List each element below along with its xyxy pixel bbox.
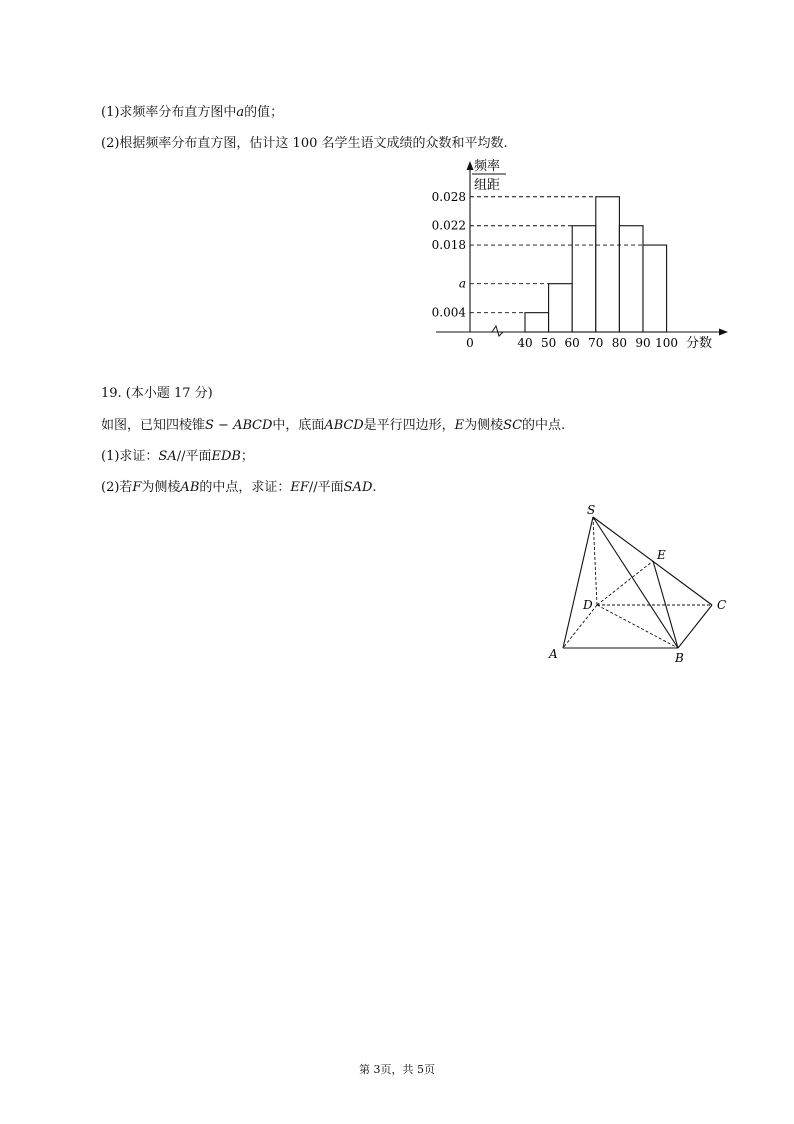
pyramid-figure — [545, 500, 735, 670]
edge-DE — [597, 561, 653, 605]
edge-SD — [593, 517, 597, 605]
histogram-bar — [643, 245, 667, 332]
edge-SB — [593, 517, 678, 648]
histogram-bar — [572, 226, 596, 332]
problem19-part1: (1)求证：𝑆𝐴//平面𝐸𝐷𝐵； — [101, 449, 254, 464]
histogram-bar — [549, 284, 573, 332]
problem19-stem: 如图，已知四棱锥𝑆 − 𝐴𝐵𝐶𝐷中，底面𝐴𝐵𝐶𝐷是平行四边形，𝐸为侧棱𝑆𝐶的中点. — [101, 418, 566, 433]
ylabel-top: 频率 — [474, 159, 501, 174]
x-axis-arrow — [719, 329, 728, 336]
label-S: S — [587, 503, 596, 517]
y-tick-label: 0.018 — [431, 238, 466, 253]
origin-label: 0 — [466, 336, 474, 350]
histogram-bar — [596, 197, 620, 332]
x-tick-label: 60 — [564, 336, 580, 350]
y-tick-label: 0.028 — [431, 189, 466, 204]
problem19-part2: (2)若𝐹为侧棱𝐴𝐵的中点，求证：𝐸𝐹//平面𝑆𝐴𝐷. — [101, 480, 377, 495]
y-tick-label: 0.004 — [431, 305, 466, 320]
x-tick-label: 50 — [540, 336, 557, 350]
histogram-bar — [525, 313, 549, 332]
edge-EB — [653, 561, 678, 648]
label-A: A — [549, 647, 558, 661]
x-tick-label: 100 — [655, 336, 679, 350]
axis-break-mark — [492, 326, 503, 336]
y-tick-label: 0.022 — [431, 218, 466, 233]
problem18-part2: (2)根据频率分布直方图，估计这 100 名学生语文成绩的众数和平均数. — [101, 136, 508, 151]
y-tick-label: a — [458, 276, 466, 291]
edge-DB — [597, 605, 678, 648]
label-D: D — [583, 598, 593, 612]
x-tick-label: 70 — [588, 336, 604, 350]
problem19-header: 19. (本小题 17 分) — [101, 386, 213, 401]
ylabel-bottom: 组距 — [474, 178, 501, 193]
x-tick-label: 40 — [517, 336, 533, 350]
edge-BC — [678, 605, 712, 648]
page-footer: 第 3页，共 5页 — [359, 1063, 435, 1076]
label-E: E — [657, 548, 666, 562]
histogram-bar — [619, 226, 643, 332]
x-tick-label: 90 — [635, 336, 651, 350]
problem18-part1: (1)求频率分布直方图中𝑎的值； — [101, 105, 284, 120]
y-axis-arrow — [467, 161, 474, 170]
frequency-histogram — [428, 152, 734, 354]
label-C: C — [717, 598, 727, 612]
x-tick-label: 80 — [611, 336, 628, 350]
label-B: B — [675, 651, 684, 665]
x-axis-label: 分数 — [686, 336, 713, 351]
